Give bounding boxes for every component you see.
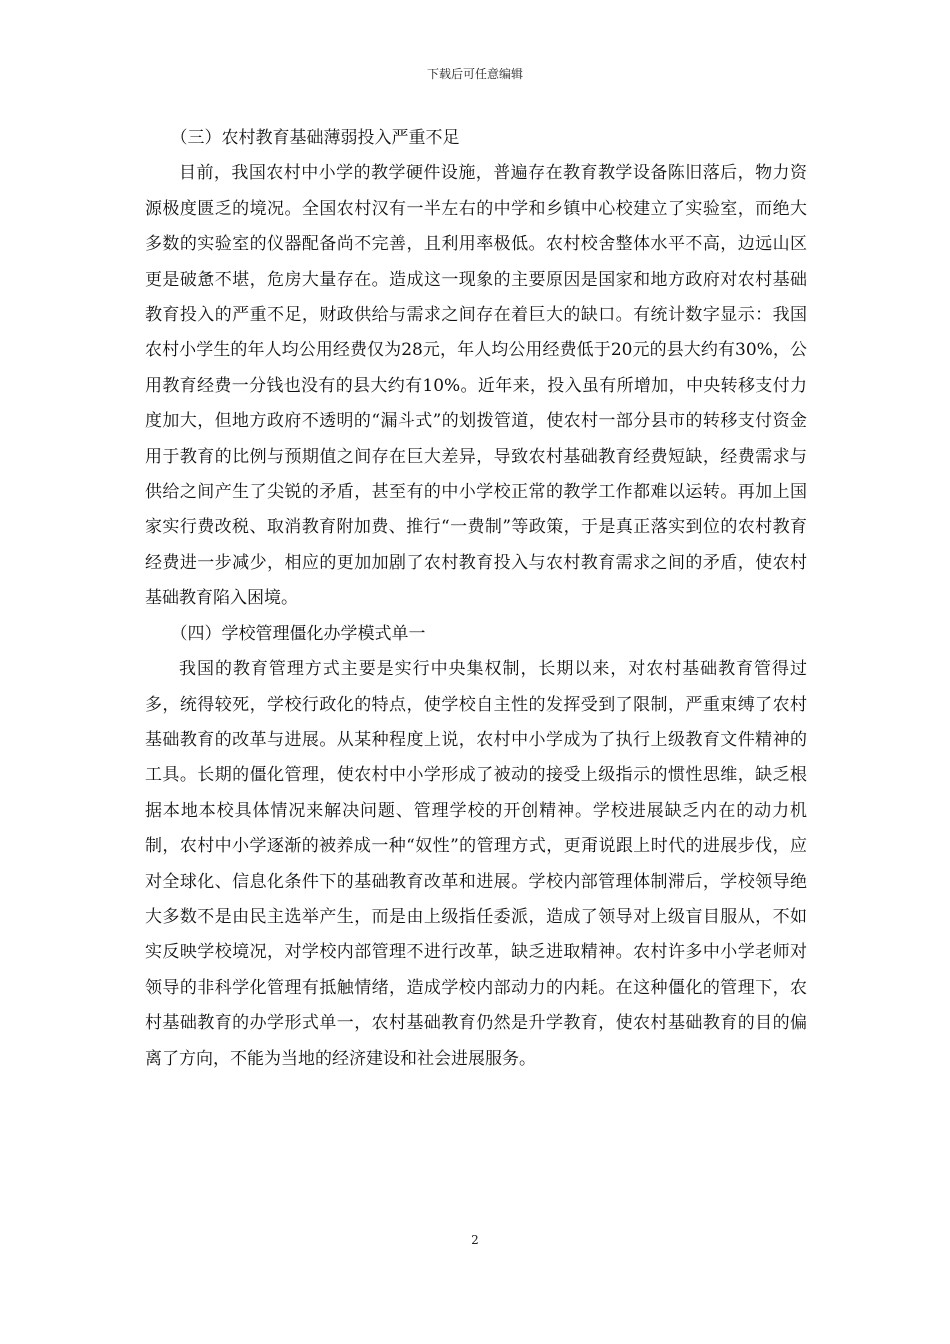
page-header: 下载后可任意编辑: [426, 67, 523, 81]
document-body: [145, 121, 807, 1077]
section-paragraph-4: 我国的教育管理方式主要是实行中央集权制，长期以来，对农村基础教育管得过多，统得较死，学校行政化的特点，使学校自主性的发挥受到了限制，严重束缚了农村基础教育的改革与进展。从某种程度上说，农村中小学成为了执行上级教育文件精神的工具。长期的僵化管理，使农村中小学形成了被动的接受上级指示的惯性思维，缺乏根据本地本校具体情况来解决问题、管理学校的开创精神。学校进展缺乏内在的动力机制，农村中小学逐渐的被养成一种“奴性”的管理方式，更甭说跟上时代的进展步伐，应对全球化、信息化条件下的基础教育改革和进展。学校内部管理体制滞后，学校领导绝大多数不是由民主选举产生，而是由上级指任委派，造成了领导对上级盲目服从，不如实反映学校境况，对学校内部管理不进行改革，缺乏进取精神。农村许多中小学老师对领导的非科学化管理有抵触情绪，造成学校内部动力的内耗。在这种僵化的管理下，农村基础教育的办学形式单一，农村基础教育仍然是升学教育，使农村基础教育的目的偏离了方向，不能为当地的经济建设和社会进展服务。: [145, 659, 807, 1069]
section-paragraph-3: 目前，我国农村中小学的教学硬件设施，普遍存在教育教学设备陈旧落后，物力资源极度匮乏的境况。全国农村汉有一半左右的中学和乡镇中心校建立了实验室，而绝大多数的实验室的仪器配备尚不完善，且利用率极低。农村校舍整体水平不高，边远山区更是破惫不堪，危房大量存在。造成这一现象的主要原因是国家和地方政府对农村基础教育投入的严重不足，财政供给与需求之间存在着巨大的缺口。有统计数字显示：我国农村小学生的年人均公用经费仅为28元，年人均公用经费低于20元的县大约有30%，公用教育经费一分钱也没有的县大约有10%。近年来，投入虽有所增加，中央转移支付力度加大，但地方政府不透明的“漏斗式”的划拨管道，使农村一部分县市的转移支付资金用于教育的比例与预期值之间存在巨大差异，导致农村基础教育经费短缺，经费需求与供给之间产生了尖锐的矛盾，甚至有的中小学校正常的教学工作都难以运转。再加上国家实行费改税、取消教育附加费、推行“一费制”等政策，于是真正落实到位的农村教育经费进一步减少，相应的更加加剧了农村教育投入与农村教育需求之间的矛盾，使农村基础教育陷入困境。: [145, 163, 807, 609]
page-number: 2: [471, 1233, 479, 1247]
section-heading-4: （四）学校管理僵化办学模式单一: [170, 623, 426, 644]
section-heading-3: （三）农村教育基础薄弱投入严重不足: [170, 128, 460, 148]
